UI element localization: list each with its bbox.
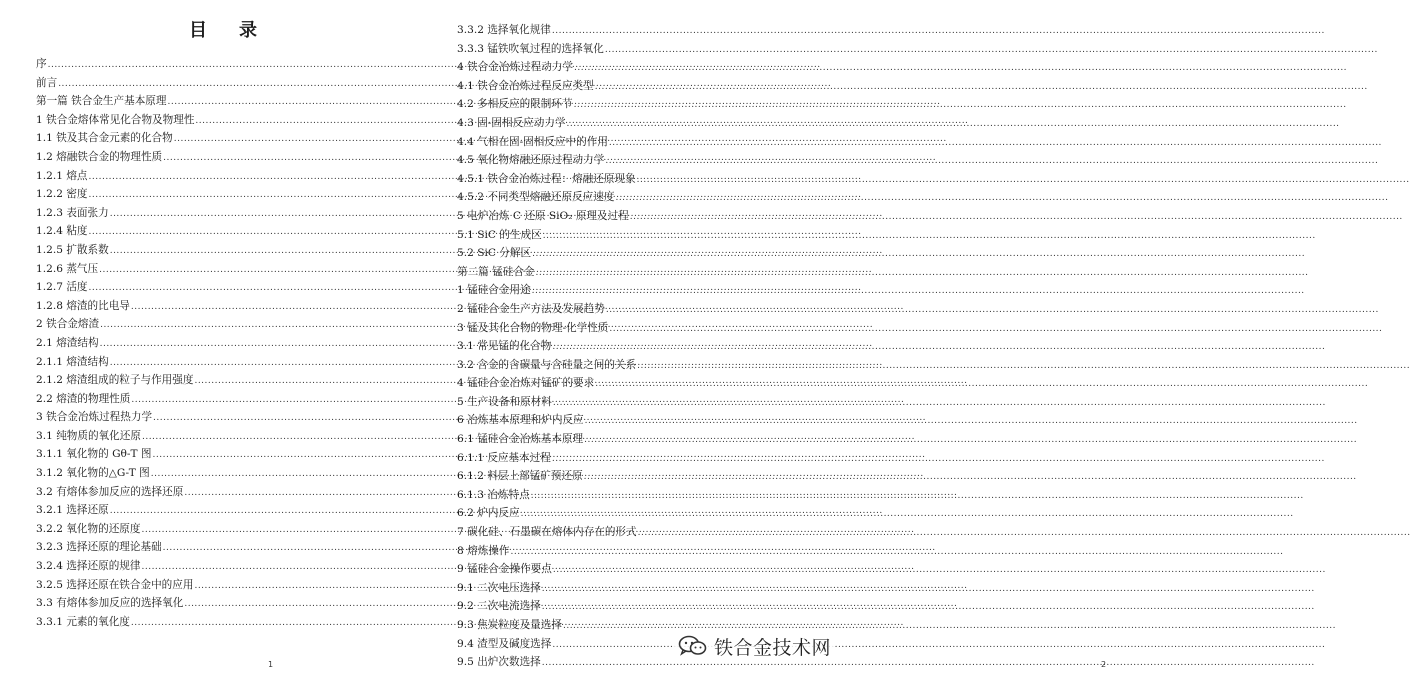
toc-entry [457, 319, 820, 338]
dot-leader [609, 319, 1382, 339]
toc-entry-label: 7 碳化硅、石墨碳在熔体内存在的形式 [457, 526, 637, 539]
toc-entry-label: 6.2 炉内反应 [457, 507, 520, 520]
toc-entry [36, 315, 410, 334]
toc-entry-label: 3.1 纯物质的氧化还原 [36, 429, 141, 442]
toc-entry-label: 9 锰硅合金操作要点 [457, 563, 552, 576]
toc-entry [457, 449, 820, 468]
toc-entry [36, 129, 410, 148]
page-title [36, 16, 410, 42]
dot-leader [615, 188, 1388, 208]
dot-leader [553, 393, 1326, 413]
toc-entry-label: 3.2 含金的含碳量与含硅量之间的关系 [457, 358, 637, 371]
dot-leader [531, 486, 1304, 506]
toc-entry-label: 1.2.5 扩散系数 [36, 243, 109, 256]
toc-entry [457, 114, 820, 133]
toc-entry [36, 111, 410, 130]
toc-entry-label: 3.2.5 选择还原在铁合金中的应用 [36, 578, 194, 591]
toc-entry-label: 4 锰硅合金冶炼对锰矿的要求 [457, 377, 595, 390]
toc-entry [457, 40, 820, 59]
toc-entry [457, 579, 820, 598]
toc-entry-label: 6.1.2 料层上部锰矿预还原 [457, 470, 583, 483]
toc-entry [457, 430, 820, 449]
toc-entry [36, 594, 410, 613]
toc-entry [457, 486, 820, 505]
toc-entry [457, 560, 820, 579]
toc-entry-label: 4.1 铁合金冶炼过程反应类型 [457, 79, 594, 92]
toc-page-1 [36, 0, 410, 688]
toc-entry [36, 408, 410, 427]
dot-leader [638, 523, 1411, 543]
toc-entry-label: 9.3 焦炭粒度及量选择 [457, 619, 562, 631]
toc-entry [36, 297, 410, 316]
toc-entry-label: 3.1 常见锰的化合物 [457, 340, 552, 353]
toc-entry [457, 300, 820, 319]
toc-entry-label: 4.4 气相在固-固相反应中的作用 [457, 135, 608, 148]
dot-leader [553, 560, 1326, 580]
dot-leader [574, 95, 1347, 115]
watermark [674, 634, 835, 658]
dot-leader [606, 300, 1379, 320]
toc-entry [36, 371, 410, 390]
toc-entry [457, 374, 820, 393]
toc-entry-label: 4 铁合金冶炼过程动力学 [457, 61, 574, 74]
toc-entry [36, 185, 410, 204]
title-char-2: 录 [239, 20, 257, 41]
toc-entry-label: 9.5 出炉次数选择 [457, 656, 541, 669]
dot-leader [585, 411, 1358, 431]
toc-entry-label: 3.2.1 选择还原 [36, 504, 109, 517]
dot-leader [595, 77, 1368, 97]
toc-entry [36, 464, 410, 483]
toc-entry [457, 21, 820, 40]
toc-entry [36, 260, 410, 279]
toc-entry-label: 4.2 多相反应的限制环节 [457, 98, 573, 111]
toc-entry [36, 278, 410, 297]
toc-entry [457, 542, 820, 561]
toc-entry [457, 244, 820, 263]
toc-entry [36, 390, 410, 409]
toc-entry [36, 613, 410, 632]
toc-entry [457, 188, 820, 207]
toc-entry-label: 2.1.1 熔渣结构 [36, 355, 109, 368]
toc-entry-label: 4.3 固-固相反应动力学 [457, 116, 566, 129]
toc-entry-label: 1.2.1 熔点 [36, 169, 88, 182]
toc-entry-label: 1.2.8 熔渣的比电导 [36, 299, 130, 312]
dot-leader [532, 244, 1305, 264]
toc-entry [457, 467, 820, 486]
toc-entry [457, 597, 820, 616]
toc-entry-label: 9.4 渣型及碱度选择 [457, 637, 552, 650]
toc-entry-label: 6.1.1 反应基本过程 [457, 451, 551, 464]
toc-entry [36, 148, 410, 167]
toc-entry [36, 204, 410, 223]
toc-entry-label: 3.1.1 氧化物的 Gθ-T 图 [36, 448, 152, 461]
toc-entry-label: 5 生产设备和原材料 [457, 395, 552, 408]
dot-leader [552, 635, 1325, 655]
toc-list-right [457, 21, 820, 672]
toc-entry-label: 3.3.1 元素的氧化度 [36, 615, 130, 628]
dot-leader [637, 170, 1410, 190]
toc-entry [36, 427, 410, 446]
toc-entry [36, 538, 410, 557]
toc-entry [457, 170, 820, 189]
dot-leader [595, 374, 1368, 394]
toc-entry-label: 3 锰及其化合物的物理-化学性质 [457, 321, 609, 334]
toc-entry-label: 2 铁合金熔渣 [36, 318, 100, 331]
toc-entry-label: 第二篇 锰硅合金 [457, 265, 535, 278]
toc-entry [36, 241, 410, 260]
toc-entry [457, 337, 820, 356]
dot-leader [552, 337, 1325, 357]
dot-leader [542, 597, 1315, 617]
watermark-text: 铁合金技术网 [713, 636, 831, 659]
dot-leader [563, 616, 1336, 636]
toc-entry-label: 2.1 熔渣结构 [36, 336, 99, 349]
wechat-icon [678, 635, 708, 657]
toc-entry [36, 557, 410, 576]
toc-entry [457, 411, 820, 430]
toc-entry-label: 2.1.2 熔渣组成的粒子与作用强度 [36, 374, 194, 387]
toc-entry [457, 356, 820, 375]
toc-entry-label: 5.1 SiC 的生成区 [457, 228, 542, 241]
toc-entry-label: 1.2.4 粘度 [36, 225, 88, 238]
toc-entry-label: 1.2.7 活度 [36, 281, 88, 294]
toc-entry-label: 5.2 SiC 分解区 [457, 247, 532, 260]
toc-entry [457, 58, 820, 77]
toc-entry [457, 95, 820, 114]
toc-entry-label: 4.5.1 铁合金冶炼过程：熔融还原现象 [457, 172, 636, 185]
toc-entry-label: 3.1.2 氧化物的△G-T 图 [36, 467, 150, 480]
toc-entry-label: 1.1 铁及其合金元素的化合物 [36, 132, 173, 145]
toc-entry [36, 501, 410, 520]
dot-leader [637, 356, 1410, 376]
toc-entry [457, 281, 820, 300]
toc-entry [457, 226, 820, 245]
dot-leader [552, 21, 1325, 41]
toc-entry [36, 55, 410, 74]
toc-entry [36, 92, 410, 111]
toc-entry-label: 3 铁合金冶炼过程热力学 [36, 411, 153, 424]
toc-entry [36, 167, 410, 186]
toc-entry [457, 393, 820, 412]
toc-entry-label: 3.2 有熔体参加反应的选择还原 [36, 485, 184, 498]
toc-entry-label: 3.3.3 锰铁吹氧过程的选择氧化 [457, 42, 604, 55]
dot-leader [605, 40, 1378, 60]
toc-entry-label: 3.2.4 选择还原的规律 [36, 560, 141, 573]
toc-entry-label: 9.1 二次电压选择 [457, 581, 541, 594]
toc-entry-label: 3.3 有熔体参加反应的选择氧化 [36, 597, 184, 610]
toc-entry-label: 6.1 锰硅合金冶炼基本原理 [457, 433, 584, 446]
toc-page-2 [457, 0, 1107, 688]
toc-entry-label: 1 锰硅合金用途 [457, 284, 531, 297]
dot-leader [521, 504, 1294, 524]
toc-entry-label: 2.2 熔渣的物理性质 [36, 392, 131, 405]
toc-entry [36, 353, 410, 372]
page-number-2: 2 [1101, 660, 1107, 669]
toc-entry [36, 334, 410, 353]
toc-entry [457, 77, 820, 96]
dot-leader [542, 653, 1315, 673]
toc-entry-label: 1.2 熔融铁合金的物理性质 [36, 150, 163, 163]
toc-entry-label: 3.2.2 氧化物的还原度 [36, 522, 141, 535]
toc-entry [457, 523, 820, 542]
toc-entry [457, 504, 820, 523]
toc-entry-label: 3.2.3 选择还原的理论基础 [36, 541, 162, 554]
dot-leader [630, 207, 1403, 227]
dot-leader [584, 467, 1357, 487]
toc-entry-label: 2 锰硅合金生产方法及发展趋势 [457, 302, 605, 315]
toc-entry [36, 74, 410, 93]
toc-entry-label: 3.3.2 选择氧化规律 [457, 24, 551, 36]
page-number-1: 1 [268, 660, 274, 669]
toc-entry-label: 序 [36, 58, 47, 70]
toc-entry [36, 222, 410, 241]
toc-entry-label: 4.5 氧化物熔融还原过程动力学 [457, 154, 605, 167]
dot-leader [542, 579, 1315, 599]
toc-entry [36, 520, 410, 539]
dot-leader [543, 226, 1316, 246]
dot-leader [536, 263, 1309, 283]
dot-leader [605, 151, 1378, 171]
toc-entry-label: 1.2.3 表面张力 [36, 206, 109, 219]
title-char-1: 目 [189, 20, 207, 41]
toc-entry-label: 5 电炉冶炼 C 还原 SiO₂ 原理及过程 [457, 209, 629, 222]
dot-leader [532, 281, 1305, 301]
dot-leader [552, 449, 1325, 469]
toc-entry-label: 6 冶炼基本原理和炉内反应 [457, 414, 584, 427]
toc-entry-label: 前言 [36, 76, 58, 89]
dot-leader [609, 133, 1382, 153]
toc-entry [457, 263, 820, 282]
toc-entry-label: 9.2 二次电流选择 [457, 600, 541, 613]
toc-entry [36, 445, 410, 464]
dot-leader [574, 58, 1347, 78]
toc-entry [457, 207, 820, 226]
toc-entry-label: 8 熔炼操作 [457, 544, 510, 557]
toc-entry [457, 133, 820, 152]
dot-leader [510, 542, 1283, 562]
toc-entry-label: 1 铁合金熔体常见化合物及物理性 [36, 113, 195, 126]
toc-entry [457, 151, 820, 170]
toc-entry-label: 4.5.2 不同类型熔融还原反应速度 [457, 191, 615, 204]
toc-entry-label: 6.1.3 冶炼特点 [457, 488, 530, 501]
dot-leader [567, 114, 1340, 134]
toc-entry [36, 483, 410, 502]
toc-entry-label: 1.2.2 密度 [36, 188, 88, 201]
toc-entry [36, 576, 410, 595]
toc-list-left [36, 55, 410, 631]
toc-entry-label: 1.2.6 蒸气压 [36, 262, 99, 275]
dot-leader [584, 430, 1357, 450]
toc-entry-label: 第一篇 铁合金生产基本原理 [36, 95, 167, 108]
